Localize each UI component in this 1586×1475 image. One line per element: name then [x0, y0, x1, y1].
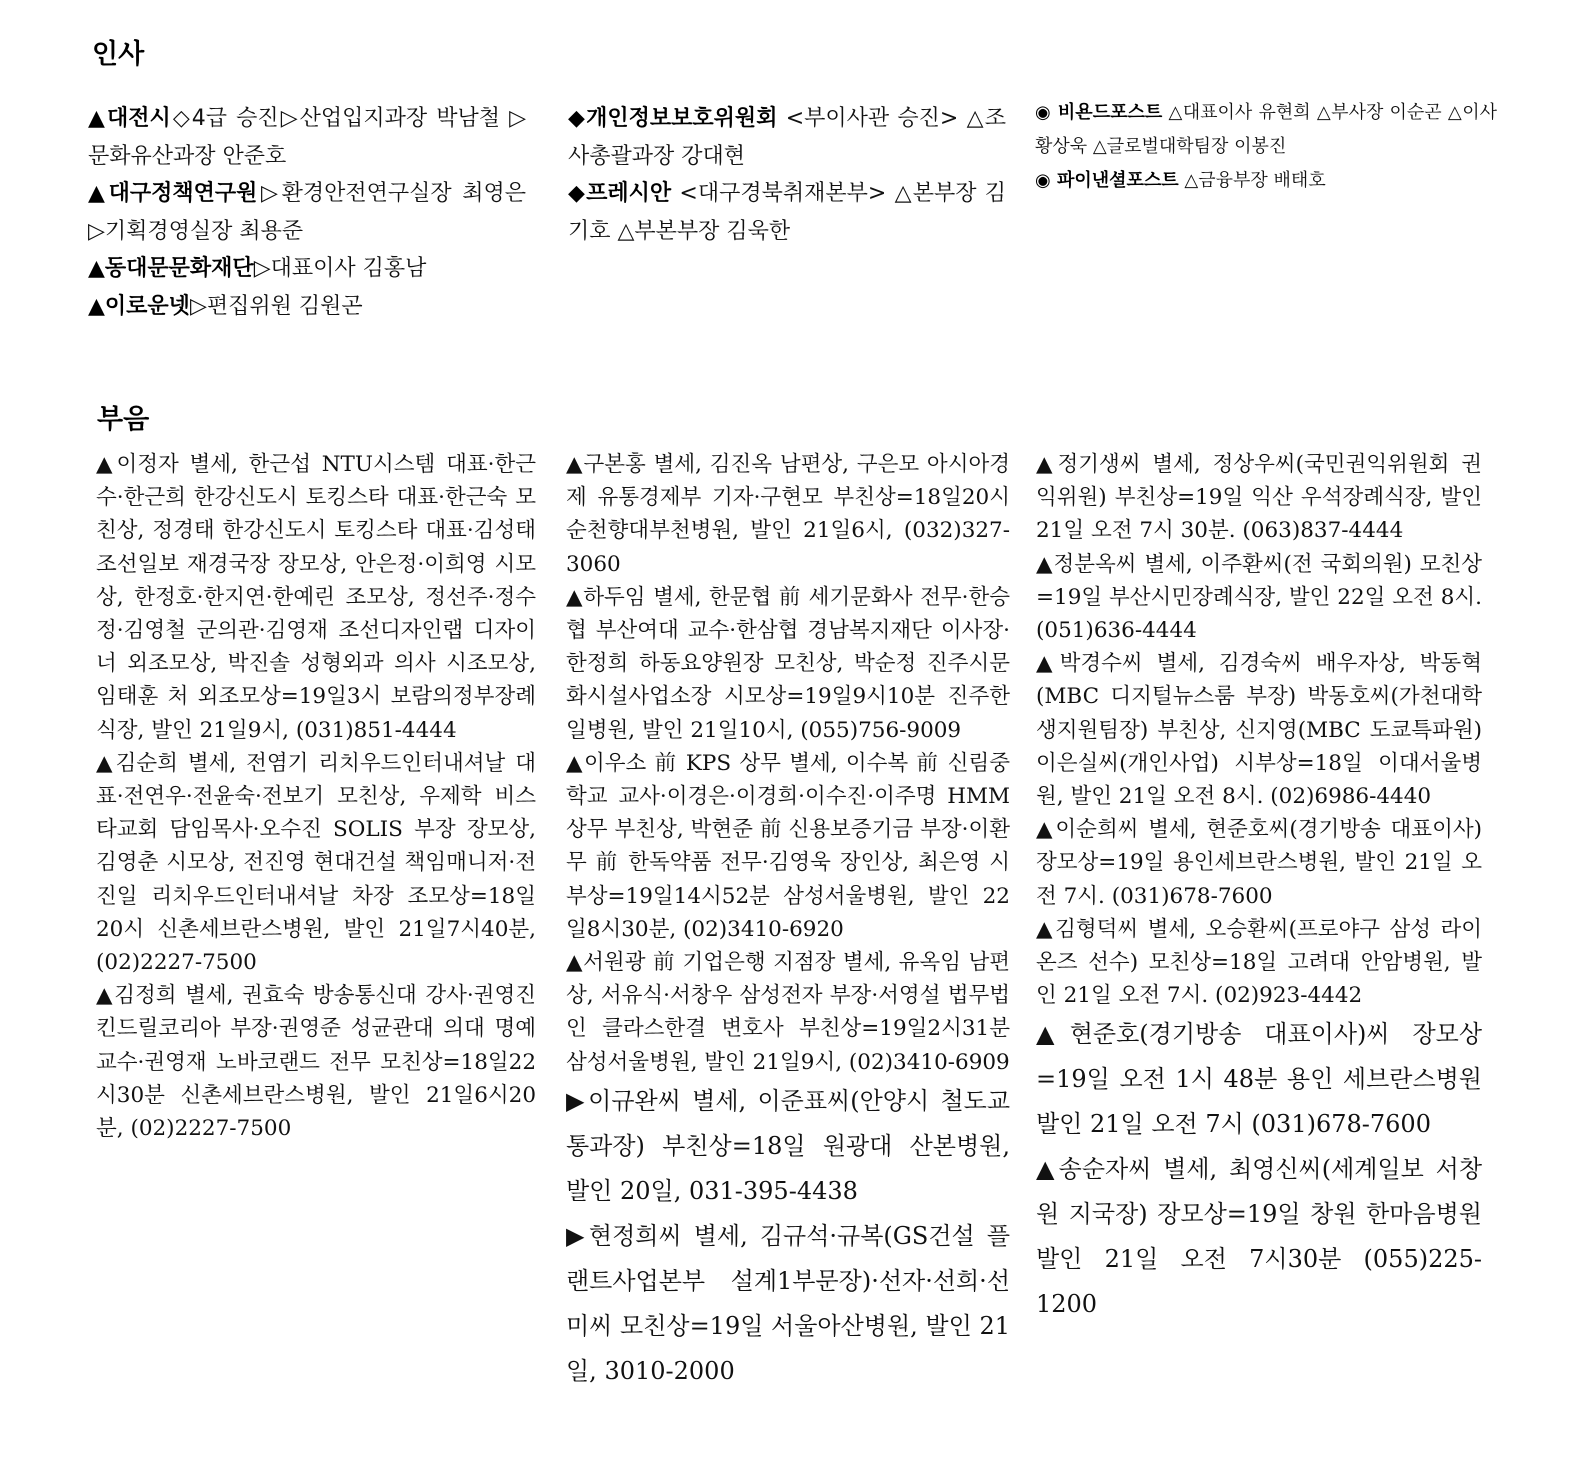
insa-entry-body: <대구경북취재본부> △본부장 김기호 △부본부장 김욱한 [568, 181, 1006, 244]
insa-entry-body: △대표이사 유현희 △부사장 이순곤 △이사 황상욱 △글로벌대학팀장 이봉진 [1035, 102, 1497, 157]
obituary-entry: ▲서원광 前 기업은행 지점장 별세, 유옥임 남편상, 서유식·서창우 삼성전자 부장·서영설 법무법인 클라스한결 변호사 부친상=19일2시31분 삼성서울병원, 발인 21일9시, (02)3410-6909 [566, 950, 1010, 1075]
insa-entry [1035, 96, 1497, 164]
obituary-entry: ▲김정희 별세, 권효숙 방송통신대 강사·권영진 킨드릴코리아 부장·권영준 성균관대 의대 명예교수·권영재 노바코랜드 전무 모친상=18일22시30분 신촌세브란스병원, 발인 21일6시20분, (02)2227-7500 [96, 983, 536, 1142]
insa-column-3 [1035, 96, 1497, 198]
insa-entry [88, 250, 526, 288]
insa-column-1 [88, 100, 526, 325]
insa-entry-head: ◆프레시안 [568, 181, 672, 206]
obituary-entry: ▲이순희씨 별세, 현준호씨(경기방송 대표이사) 장모상=19일 용인세브란스병원, 발인 21일 오전 7시. (031)678-7600 [1036, 817, 1482, 909]
insa-entry-body: ▷환경안전연구실장 최영은▷기획경영실장 최용준 [88, 181, 526, 244]
obituary-entry: ▲이정자 별세, 한근섭 NTU시스템 대표·한근수·한근희 한강신도시 토킹스타 대표·한근숙 모친상, 정경태 한강신도시 토킹스타 대표·김성태 조선일보 재경국장 장모상, 안은정·이희영 시모상, 한정호·한지연·한예린 조모상, 정선주·정수정·김영철 군의관·김영재 조선디자인랩 디자이너 외조모상, 박진솔 성형외과 의사 시조모상, 임태훈 처 외조모상=19일3시 보람의정부장례식장, 발인 21일9시, (031)851-4444 [96, 452, 536, 743]
obituary-entry: ▲구본홍 별세, 김진옥 남편상, 구은모 아시아경제 유통경제부 기자·구현모 부친상=18일20시 순천향대부천병원, 발인 21일6시, (032)327-3060 [566, 452, 1010, 577]
obituary-entry: ▲김순희 별세, 전염기 리치우드인터내셔날 대표·전연우·전윤숙·전보기 모친상, 우제학 비스타교회 담임목사·오수진 SOLIS 부장 장모상, 김영춘 시모상, 전진영 현대건설 책임매니저·전진일 리치우드인터내셔날 차장 조모상=18일20시 신촌세브란스병원, 발인 21일7시40분, (02)2227-7500 [96, 750, 536, 976]
insa-entry-head: ◉ 비욘드포스트 [1035, 102, 1163, 123]
insa-entry-body: <부이사관 승진> △조사총괄과장 강대현 [568, 106, 1006, 169]
insa-column-2 [568, 100, 1006, 250]
insa-entry-body: ◇4급 승진▷산업입지과장 박남철 ▷문화유산과장 안준호 [88, 106, 526, 169]
insa-entry-head: ▲이로운넷 [88, 293, 190, 319]
insa-entry-head: ◉ 파이낸셜포스트 [1035, 170, 1179, 191]
bueum-title: 부음 [97, 404, 150, 435]
insa-entry-head: ▲대구정책연구원 [88, 181, 258, 206]
obituary-entry: ▲정기생씨 별세, 정상우씨(국민권익위원회 권익위원) 부친상=19일 익산 우석장례식장, 발인 21일 오전 7시 30분. (063)837-4444 [1036, 452, 1482, 544]
insa-entry [1035, 164, 1497, 198]
bueum-column-1 [96, 448, 536, 1145]
bueum-column-3 [1036, 448, 1482, 1327]
obituary-entry: ▲송순자씨 별세, 최영신씨(세계일보 서창원 지국장) 장모상=19일 창원 한마음병원 발인 21일 오전 7시30분 (055)225-1200 [1036, 1155, 1482, 1319]
insa-entry [88, 175, 526, 250]
insa-entry-body: ▷대표이사 김홍남 [253, 256, 427, 281]
insa-entry-head: ▲대전시 [88, 106, 171, 131]
bueum-column-2 [566, 448, 1010, 1394]
insa-title: 인사 [92, 39, 145, 70]
obituary-entry: ▶현정희씨 별세, 김규석·규복(GS건설 플랜트사업본부 설계1부문장)·선자·선희·선미씨 모친상=19일 서울아산병원, 발인 21일, 3010-2000 [566, 1221, 1010, 1385]
obituary-entry: ▶이규완씨 별세, 이준표씨(안양시 철도교통과장) 부친상=18일 원광대 산본병원, 발인 20일, 031-395-4438 [566, 1086, 1010, 1205]
obituary-entry: ▲현준호(경기방송 대표이사)씨 장모상=19일 오전 1시 48분 용인 세브란스병원 발인 21일 오전 7시 (031)678-7600 [1036, 1020, 1482, 1139]
insa-entry [568, 175, 1006, 250]
insa-entry [88, 288, 526, 326]
obituary-entry: ▲김형덕씨 별세, 오승환씨(프로야구 삼성 라이온즈 선수) 모친상=18일 고려대 안암병원, 발인 21일 오전 7시. (02)923-4442 [1036, 916, 1482, 1009]
obituary-entry: ▲박경수씨 별세, 김경숙씨 배우자상, 박동혁(MBC 디지털뉴스룸 부장) 박동호씨(가천대학생지원팀장) 부친상, 신지영(MBC 도쿄특파원) 이은실씨(개인사업) 시부상=18일 이대서울병원, 발인 21일 오전 8시. (02)6986-4440 [1036, 651, 1482, 810]
insa-entry-body: △금융부장 배태호 [1178, 170, 1326, 191]
insa-entry-body: ▷편집위원 김원곤 [189, 293, 363, 319]
obituary-entry: ▲정분옥씨 별세, 이주환씨(전 국회의원) 모친상=19일 부산시민장례식장, 발인 22일 오전 8시. (051)636-4444 [1036, 551, 1482, 644]
obituary-entry: ▲이우소 前 KPS 상무 별세, 이수복 前 신림중학교 교사·이경은·이경희·이수진·이주명 HMM 상무 부친상, 박현준 前 신용보증기금 부장·이환무 前 한독약품 전무·김영욱 장인상, 최은영 시부상=19일14시52분 삼성서울병원, 발인 22일8시30분, (02)3410-6920 [566, 750, 1010, 942]
insa-entry [88, 100, 526, 175]
obituary-entry: ▲하두임 별세, 한문협 前 세기문화사 전무·한승협 부산여대 교수·한삼협 경남복지재단 이사장·한정희 하동요양원장 모친상, 박순정 진주시문화시설사업소장 시모상=19일9시10분 진주한일병원, 발인 21일10시, (055)756-9009 [566, 584, 1010, 743]
insa-entry [568, 100, 1006, 175]
insa-entry-head: ▲동대문문화재단 [88, 256, 254, 281]
insa-entry-head: ◆개인정보보호위원회 [568, 106, 778, 131]
